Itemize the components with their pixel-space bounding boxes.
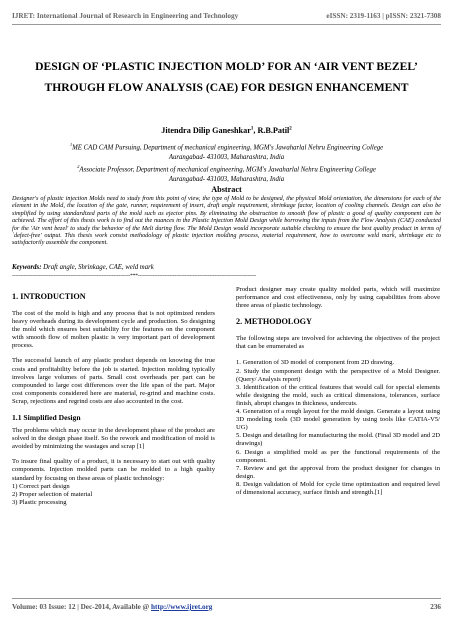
technology-areas-list <box>12 483 215 507</box>
footer-volume-text: Volume: 03 Issue: 12 | Dec-2014, Available @ <box>12 603 152 611</box>
section-1-1-heading: 1.1 Simplified Design <box>12 413 81 423</box>
list-item: 5. Design and detailing for manufacturing the mold. (Final 3D model and 2D drawings) <box>236 432 440 448</box>
section-1-paragraph-2: The successful launch of any plastic product depends on knowing the true costs and profitability before the job is started. Injection molding typically involves large volumes of parts. Small cost overheads per part can be compounded to large cost differences over the life span of the part. Major cost components considered here are material, re-grind and machine costs. Scrap, rejections and regrind costs are also accounted in the cost. <box>12 357 215 405</box>
keywords-label: Keywords: <box>12 264 42 271</box>
header-rule <box>12 24 441 25</box>
author-2: , R.B.Patil <box>253 126 290 135</box>
list-item: 2) Proper selection of material <box>12 490 93 498</box>
affiliation-1-line1: ME CAD CAM Pursuing, Department of mechanical engineering, MGM's Jawaharlal Nehru Engineering College <box>72 144 384 152</box>
issn: eISSN: 2319-1163 | pISSN: 2321-7308 <box>326 12 441 20</box>
affiliation-2 <box>18 162 435 175</box>
section-1-1-paragraph-1: The problems which may occur in the development phase of the product are solved in the design phase itself. So the rework and modification of mold is avoided by minimizing the wastages and scrap [1] <box>12 427 215 451</box>
journal-name: IJRET: International Journal of Research in Engineering and Technology <box>12 12 239 20</box>
abstract-text: Designer's of plastic injection Molds need to study from this point of view, the type of Mold to be designed, the physical Mold orientation, the dimensions for each of the element in the Mold, the location of the gate, runner, requirement of insert, draft angle requirement, shrinkage factor, location of cooling channels. Design can also be simplified by using standardized parts of the mold such as ejector pins. By eliminating the obstruction to smooth flow of plastic a good of quality component can be achieved. The effort of this thesis work is to find out the nuances in the Plastic Injection Mold Design while borrowing the inputs from the Flow Analysis (CAE) conducted for the 'Air vent bezel' to study the behavior of the Melt during flow. The Mold Design would incorporate suitable checking to ensure the best quality product in terms of `defect-free' output. This thesis work consist methodology of plastic injection molding process, material requirement, how to overcome weld mark, shrinkage etc to satisfactorily assemble the component. <box>12 195 441 247</box>
footer-rule <box>12 598 441 599</box>
paper-title: DESIGN OF ‘PLASTIC INJECTION MOLD’ FOR AN ‘AIR VENT BEZEL’ THROUGH FLOW ANALYSIS (CAE) FOR DESIGN ENHANCEMENT <box>35 60 418 94</box>
list-item: 7. Review and get the approval from the product designer for changes in design. <box>236 464 440 480</box>
authors <box>0 126 453 135</box>
left-column <box>12 286 215 507</box>
list-item: 8. Design validation of Mold for cycle time optimization and required level of dimensional accuracy, surface finish and strength.[1] <box>236 480 440 496</box>
list-item: 1) Correct part design <box>12 482 70 490</box>
affiliations <box>18 140 435 184</box>
affiliation-1-city: Aurangabad- 431003, Maharashtra, India <box>168 153 285 161</box>
footer-volume <box>12 603 212 611</box>
journal-url-link[interactable]: http://www.ijret.org <box>151 603 213 611</box>
author-1-sup: 1 <box>250 126 254 132</box>
abstract-heading: Abstract <box>211 185 242 194</box>
keywords <box>12 264 441 271</box>
list-item: 4. Generation of a rough layout for the mold design. Generate a layout using 3D modeling tools (3D model generation by using tools like CATIA-V5/ UG) <box>236 408 440 432</box>
section-1-paragraph-1: The cost of the mold is high and any process that is not optimized renders heavy overheads during its development cycle and production. So designing the mold which ensures best suitability for the features on the component with smooth flow of molten plastic is very important part of development process. <box>12 310 215 350</box>
section-1-1-paragraph-2: To insure final quality of a product, it is necessary to start out with quality components. Injection molded parts can be molded to a high quality standard by focusing on these areas of plastic technology: <box>12 458 215 482</box>
list-item: 1. Generation of 3D model of component from 2D drawing. <box>236 359 395 367</box>
continuation-paragraph: Product designer may create quality molded parts, which will maximize performance and cost effectiveness, only by using capabilities from above three areas of plastic technology. <box>236 286 440 310</box>
section-separator: -----------------------------------------------------------------------***----------------------------------------------------------------------- <box>12 273 256 279</box>
author-1: Jitendra Dilip Ganeshkar <box>161 126 251 135</box>
affiliation-1-sup: 1 <box>69 142 73 147</box>
page-number: 236 <box>430 603 441 611</box>
affiliation-1 <box>18 140 435 153</box>
author-2-sup: 2 <box>289 126 292 132</box>
affiliation-2-line1: Associate Professor, Department of mechanical engineering, MGM's Jawaharlal Nehru Engineering College <box>79 166 376 174</box>
methodology-steps-list <box>236 359 440 497</box>
keywords-text: Draft angle, Shrinkage, CAE, weld mark <box>41 264 154 271</box>
list-item: 2. Study the component design with the perspective of a Mold Designer. (Query/ Analysis report) <box>236 367 440 383</box>
section-2-heading: 2. METHODOLOGY <box>236 317 312 327</box>
affiliation-2-sup: 2 <box>77 164 80 170</box>
list-item: 3) Plastic processing <box>12 498 67 506</box>
section-1-heading: 1. INTRODUCTION <box>12 292 86 301</box>
affiliation-2-city: Aurangabad- 431003, Maharashtra, India <box>168 175 285 183</box>
page-header <box>12 12 441 20</box>
section-2-intro: The following steps are involved for achieving the objectives of the project that can be enumerated as <box>236 335 440 351</box>
list-item: 6. Design a simplified mold as per the functional requirements of the component. <box>236 448 440 464</box>
list-item: 3. Identification of the critical features that would call for special elements while designing the mold, such as critical dimensions, tolerances, surface finish, abrupt changes in thickness, undercuts. <box>236 383 440 407</box>
right-column <box>236 286 440 497</box>
page-footer <box>12 603 441 611</box>
